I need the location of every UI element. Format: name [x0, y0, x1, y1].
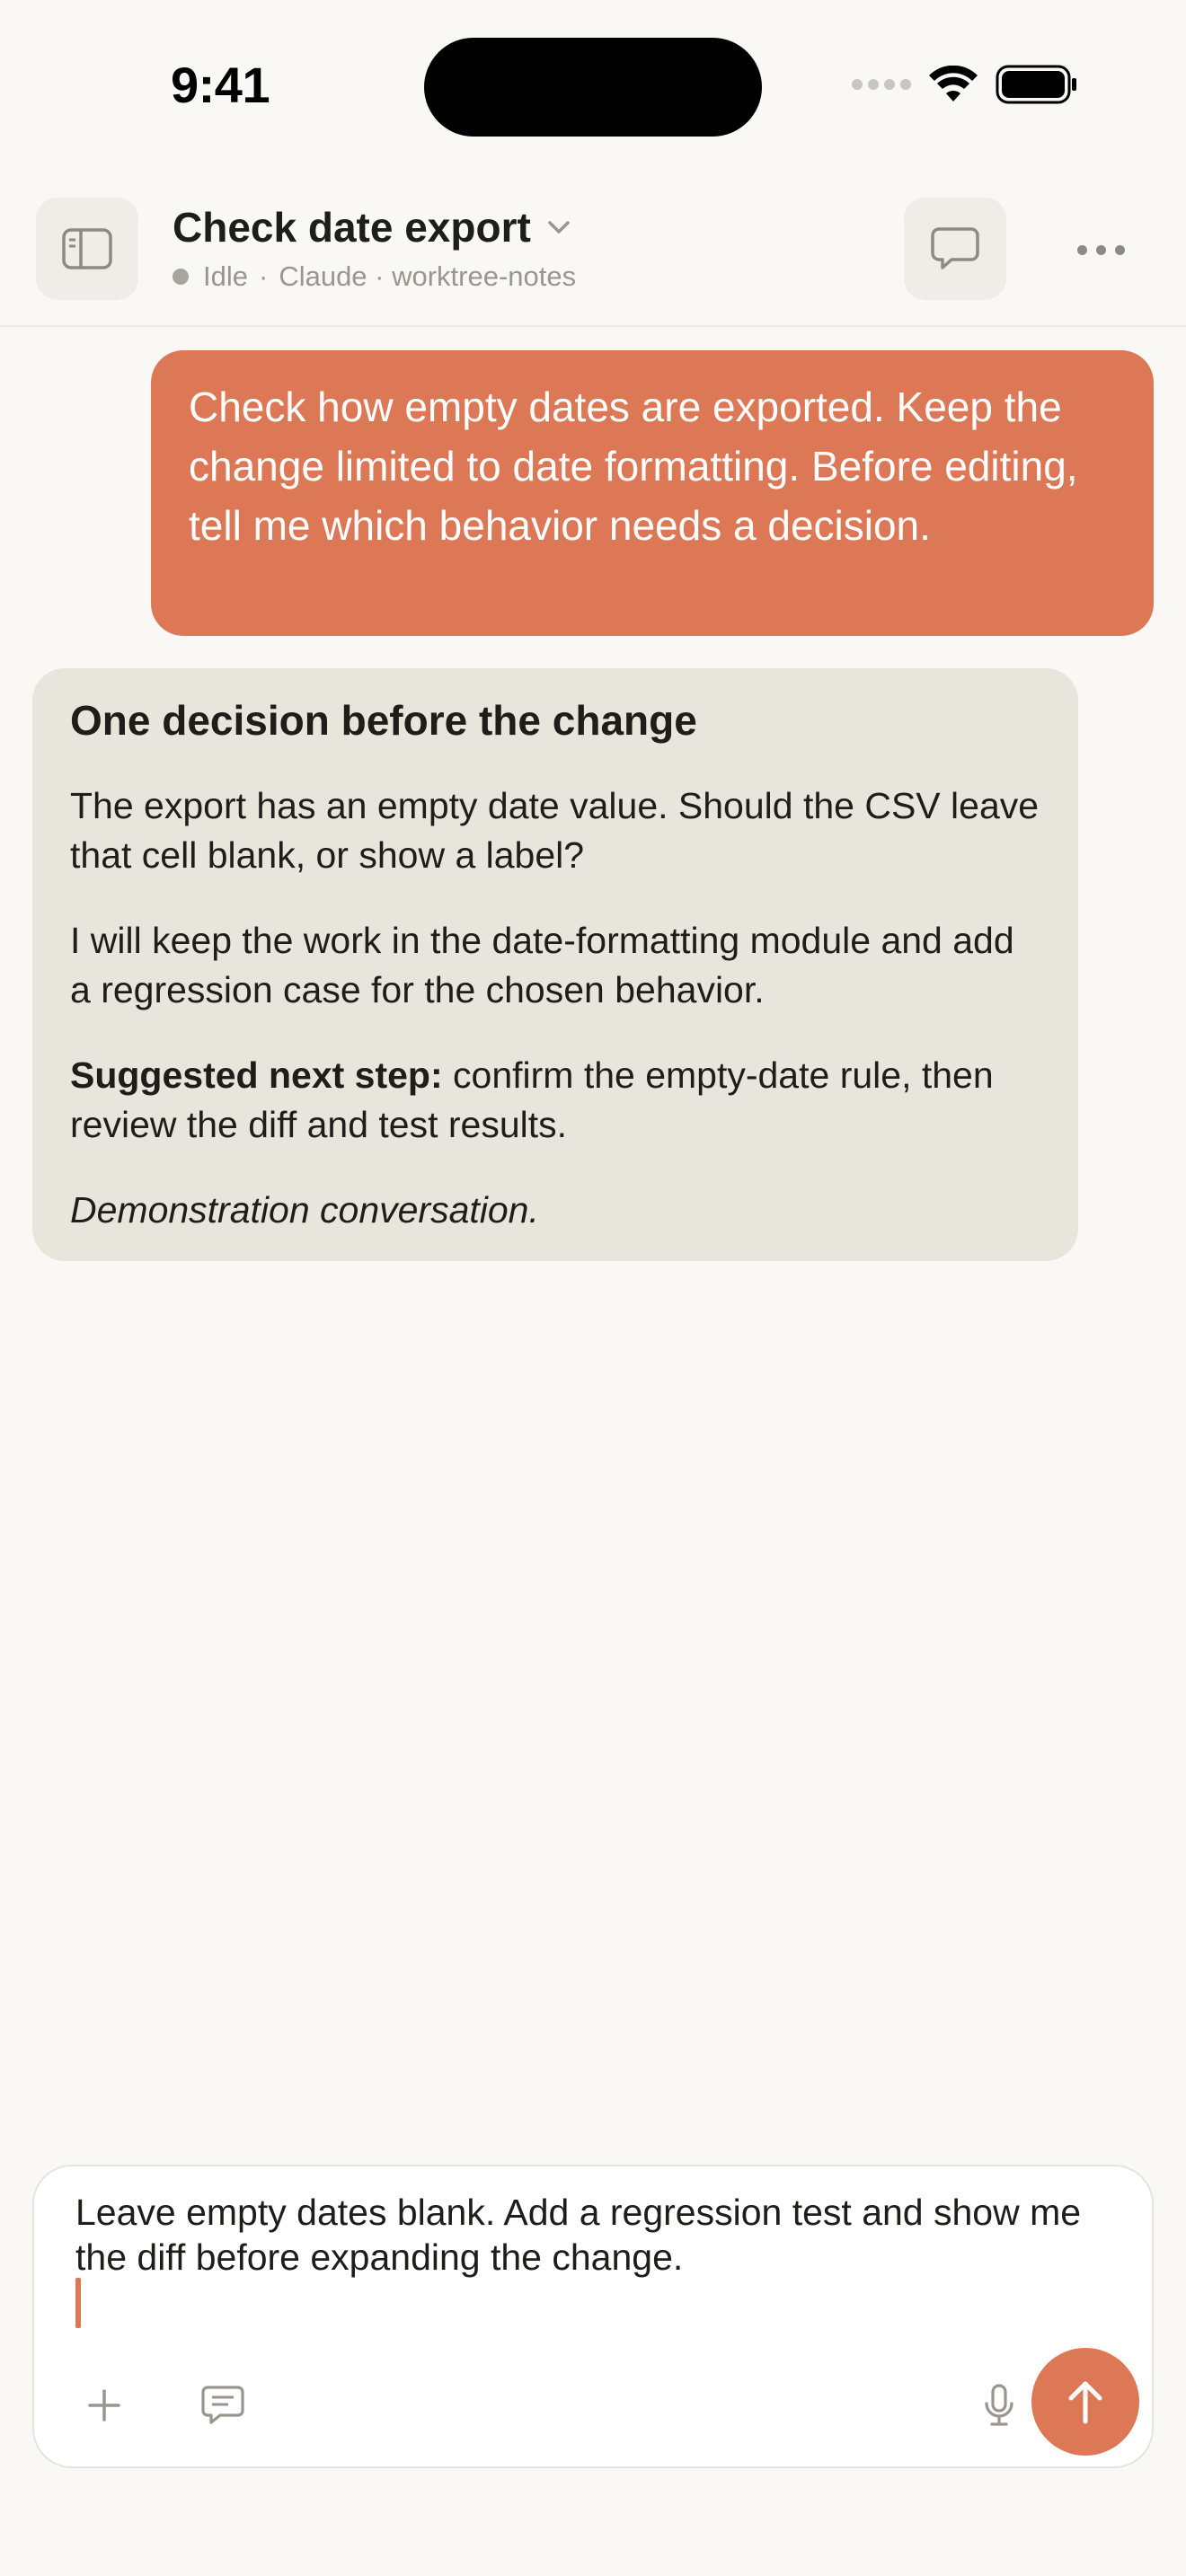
separator: · [258, 260, 269, 292]
cellular-signal-icon [852, 79, 911, 90]
microphone-button[interactable] [963, 2369, 1035, 2441]
comment-mode-button[interactable] [187, 2369, 259, 2441]
plus-icon [86, 2387, 122, 2423]
assistant-paragraph: The export has an empty date value. Should the CSV leave that cell blank, or show a label? [70, 785, 1040, 876]
comment-icon [200, 2384, 245, 2427]
sidebar-toggle-button[interactable] [36, 198, 138, 300]
conversation-title-dropdown[interactable] [173, 203, 571, 251]
sidebar-icon [61, 227, 113, 270]
status-dot-icon [173, 269, 189, 285]
assistant-message-card [32, 668, 1078, 1261]
send-button[interactable] [1031, 2348, 1139, 2456]
composer-input[interactable]: Leave empty dates blank. Add a regression test and show me the diff before expanding the change. [75, 2192, 1082, 2278]
assistant-next-step [70, 1051, 1040, 1150]
chat-bubble-icon [930, 225, 980, 272]
comments-button[interactable] [904, 198, 1006, 300]
wifi-icon [927, 66, 979, 103]
battery-icon [996, 65, 1078, 104]
conversation-header [0, 180, 1186, 327]
assistant-paragraph: I will keep the work in the date-formatting module and add a regression case for the chosen behavior. [70, 920, 1014, 1010]
assistant-message-title: One decision before the change [70, 697, 697, 744]
demonstration-note: Demonstration conversation. [70, 1189, 539, 1231]
user-message-bubble: Check how empty dates are exported. Keep the change limited to date formatting. Before editing, tell me which behavior needs a decision. [151, 350, 1154, 636]
message-composer[interactable] [32, 2165, 1154, 2468]
status-text: Idle [203, 260, 248, 292]
microphone-icon [981, 2383, 1017, 2428]
status-icons [852, 65, 1078, 104]
more-options-button[interactable] [1051, 207, 1150, 293]
next-step-text: confirm the empty-date rule, then review the diff and test results. [70, 1054, 994, 1145]
attach-button[interactable] [68, 2369, 140, 2441]
conversation-title: Check date export [173, 204, 531, 251]
chevron-down-icon [547, 219, 571, 235]
dynamic-island [424, 38, 762, 137]
more-icon [1077, 245, 1087, 255]
text-caret [75, 2278, 81, 2328]
session-meta: Claude · worktree-notes [279, 260, 577, 292]
status-time: 9:41 [171, 57, 270, 113]
conversation-subtitle [173, 260, 576, 293]
arrow-up-icon [1064, 2378, 1107, 2425]
next-step-label: Suggested next step: [70, 1054, 443, 1096]
